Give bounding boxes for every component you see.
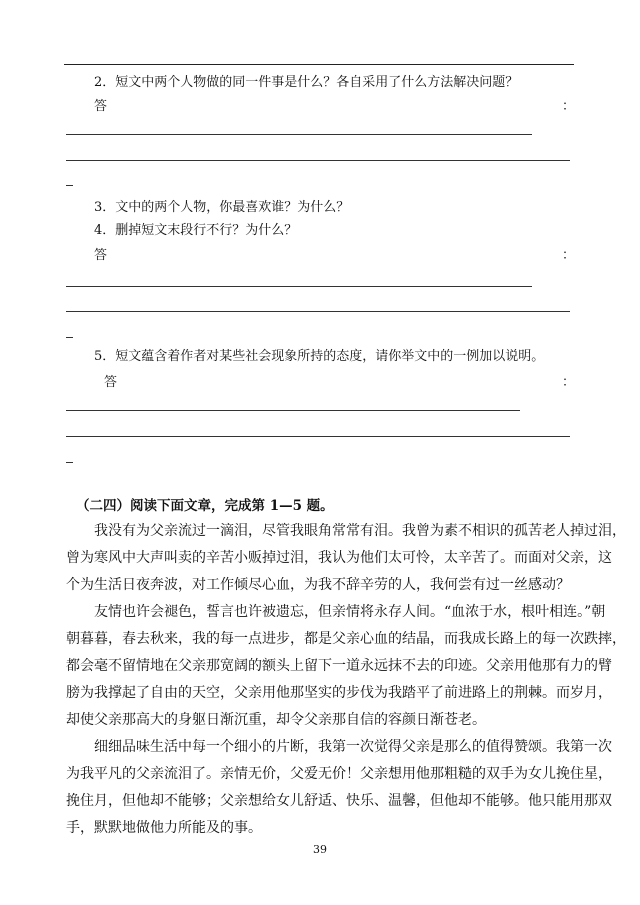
answer-5-line-2[interactable]	[66, 436, 570, 437]
passage-line: 曾为寒风中大声叫卖的辛苦小贩掉过泪，我认为他们太可怜，太辛苦了。而面对父亲，这	[66, 550, 612, 566]
passage-line: 却使父亲那高大的身躯日渐沉重，却令父亲那自信的容颜日渐苍老。	[66, 712, 486, 728]
passage-line: 我没有为父亲流过一滴泪，尽管我眼角常常有泪。我曾为素不相识的孤苦老人掉过泪，	[94, 523, 626, 539]
answer-5-line-end	[66, 462, 73, 463]
answer-2-line-2[interactable]	[66, 160, 570, 161]
page-number: 39	[313, 843, 327, 856]
section-title: （二四）阅读下面文章，完成第 1—5 题。	[76, 498, 334, 514]
passage-line: 为我平凡的父亲流泪了。亲情无价，父爱无价！父亲想用他那粗糙的双手为女儿挽住星，	[66, 766, 612, 782]
header-rule	[64, 64, 574, 65]
answer-5-line-1[interactable]	[66, 410, 520, 411]
question-3: 3．文中的两个人物，你最喜欢谁？为什么？	[94, 200, 350, 215]
answer-4-line-2[interactable]	[66, 311, 570, 312]
answer-4-line-1[interactable]	[66, 286, 532, 287]
passage-line: 朝暮暮，春去秋来，我的每一点进步，都是父亲心血的结晶，而我成长路上的每一次跌摔，	[66, 631, 626, 647]
passage-line: 个为生活日夜奔波，对工作倾尽心血，为我不辞辛劳的人，我何尝有过一丝感动？	[66, 577, 570, 593]
passage-line: 挽住月，但他却不能够；父亲想给女儿舒适、快乐、温馨，但他却不能够。他只能用那双	[66, 793, 612, 809]
passage-line: 友情也许会褪色，誓言也许被遗忘，但亲情将永存人间。“血浓于水，根叶相连。”朝	[94, 604, 606, 620]
answer-5-colon: ：	[562, 375, 576, 390]
answer-2-label: 答	[94, 99, 108, 114]
answer-2-line-1[interactable]	[66, 134, 532, 135]
answer-4-colon: ：	[562, 248, 576, 263]
passage-line: 都会毫不留情地在父亲那宽阔的额头上留下一道永远抹不去的印迹。父亲用他那有力的臂	[66, 658, 612, 674]
passage-line: 手，默默地做他力所能及的事。	[66, 820, 262, 836]
answer-2-colon: ：	[562, 99, 576, 114]
answer-4-label: 答	[94, 248, 108, 263]
passage-line: 细细品味生活中每一个细小的片断，我第一次觉得父亲是那么的值得赞颂。我第一次	[94, 739, 612, 755]
answer-5-label: 答	[104, 375, 118, 390]
answer-4-line-end	[66, 337, 73, 338]
passage-line: 膀为我撑起了自由的天空，父亲用他那坚实的步伐为我踏平了前进路上的荆棘。而岁月，	[66, 685, 612, 701]
question-4: 4．删掉短文末段行不行？为什么？	[94, 223, 298, 238]
answer-2-line-end	[66, 185, 73, 186]
question-5: 5．短文蕴含着作者对某些社会现象所持的态度，请你举文中的一例加以说明。	[94, 349, 545, 364]
question-2: 2．短文中两个人物做的同一件事是什么？各自采用了什么方法解决问题？	[94, 75, 519, 90]
